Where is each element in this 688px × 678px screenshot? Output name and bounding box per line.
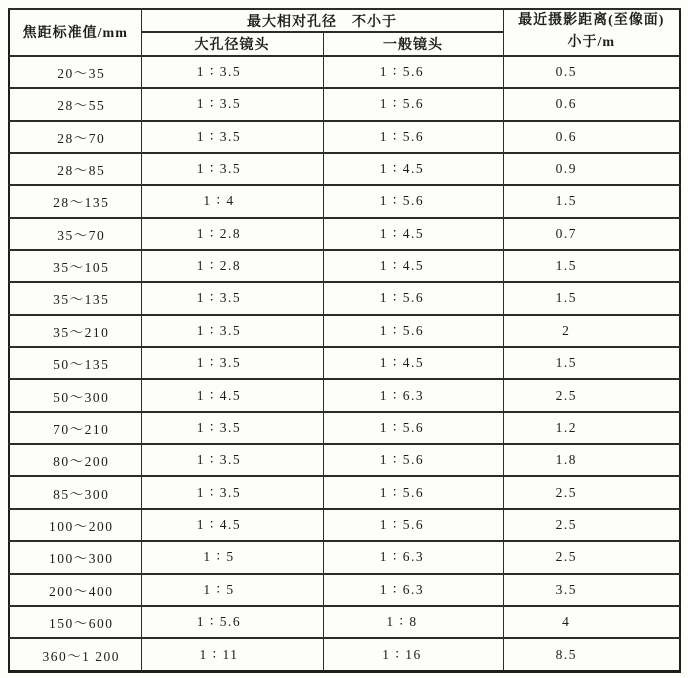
large-aperture-cell: 1 ∶ 4.5 <box>141 509 323 541</box>
min-distance-cell: 1.5 <box>503 185 680 217</box>
min-distance-cell: 1.5 <box>503 347 680 379</box>
focal-range-cell: 85～300 <box>9 476 141 508</box>
focal-range-cell: 360～1 200 <box>9 638 141 671</box>
header-min-shooting-distance-line1: 最近摄影距离(至像面) <box>518 13 665 28</box>
min-distance-cell: 2.5 <box>503 509 680 541</box>
general-lens-cell: 1 ∶ 4.5 <box>323 250 503 282</box>
min-distance-cell: 0.9 <box>503 153 680 185</box>
general-lens-cell: 1 ∶ 6.3 <box>323 379 503 411</box>
focal-range-cell: 70～210 <box>9 412 141 444</box>
focal-range-cell: 150～600 <box>9 606 141 638</box>
general-lens-cell: 1 ∶ 4.5 <box>323 153 503 185</box>
general-lens-cell: 1 ∶ 8 <box>323 606 503 638</box>
min-distance-cell: 0.7 <box>503 218 680 250</box>
focal-range-cell: 28～70 <box>9 121 141 153</box>
min-distance-cell: 0.6 <box>503 121 680 153</box>
table-row <box>9 282 680 314</box>
header-row-group <box>9 9 680 32</box>
large-aperture-cell: 1 ∶ 5 <box>141 574 323 606</box>
table-row <box>9 574 680 606</box>
general-lens-cell: 1 ∶ 5.6 <box>323 121 503 153</box>
min-distance-cell: 2.5 <box>503 379 680 411</box>
large-aperture-cell: 1 ∶ 4.5 <box>141 379 323 411</box>
table-row <box>9 250 680 282</box>
large-aperture-cell: 1 ∶ 3.5 <box>141 282 323 314</box>
table-row <box>9 638 680 671</box>
table-row <box>9 153 680 185</box>
large-aperture-cell: 1 ∶ 3.5 <box>141 121 323 153</box>
table-header <box>9 9 680 56</box>
general-lens-cell: 1 ∶ 6.3 <box>323 574 503 606</box>
min-distance-cell: 2 <box>503 315 680 347</box>
table-body <box>9 56 680 672</box>
min-distance-cell: 1.5 <box>503 250 680 282</box>
table-row <box>9 121 680 153</box>
table-row <box>9 218 680 250</box>
general-lens-cell: 1 ∶ 5.6 <box>323 315 503 347</box>
general-lens-cell: 1 ∶ 5.6 <box>323 282 503 314</box>
large-aperture-cell: 1 ∶ 3.5 <box>141 444 323 476</box>
general-lens-cell: 1 ∶ 16 <box>323 638 503 671</box>
table-row <box>9 347 680 379</box>
large-aperture-cell: 1 ∶ 5.6 <box>141 606 323 638</box>
focal-range-cell: 50～300 <box>9 379 141 411</box>
focal-range-cell: 200～400 <box>9 574 141 606</box>
header-general-lens: 一般镜头 <box>323 32 503 55</box>
table-row <box>9 476 680 508</box>
min-distance-cell: 4 <box>503 606 680 638</box>
focal-range-cell: 35～210 <box>9 315 141 347</box>
large-aperture-cell: 1 ∶ 3.5 <box>141 153 323 185</box>
min-distance-cell: 1.8 <box>503 444 680 476</box>
focal-range-cell: 28～85 <box>9 153 141 185</box>
min-distance-cell: 1.2 <box>503 412 680 444</box>
focal-range-cell: 35～70 <box>9 218 141 250</box>
table-row <box>9 185 680 217</box>
general-lens-cell: 1 ∶ 5.6 <box>323 476 503 508</box>
min-distance-cell: 8.5 <box>503 638 680 671</box>
table-row <box>9 444 680 476</box>
general-lens-cell: 1 ∶ 5.6 <box>323 444 503 476</box>
focal-range-cell: 28～55 <box>9 88 141 120</box>
header-min-shooting-distance <box>503 9 680 56</box>
header-focal-range: 焦距标准值/mm <box>9 9 141 56</box>
min-distance-cell: 3.5 <box>503 574 680 606</box>
table-row <box>9 56 680 88</box>
table-row <box>9 379 680 411</box>
header-large-aperture-lens: 大孔径镜头 <box>141 32 323 55</box>
large-aperture-cell: 1 ∶ 3.5 <box>141 476 323 508</box>
table-row <box>9 88 680 120</box>
focal-range-cell: 100～200 <box>9 509 141 541</box>
header-max-relative-aperture-group: 最大相对孔径 不小于 <box>141 9 503 32</box>
large-aperture-cell: 1 ∶ 2.8 <box>141 218 323 250</box>
general-lens-cell: 1 ∶ 5.6 <box>323 88 503 120</box>
lens-spec-table <box>8 8 681 673</box>
large-aperture-cell: 1 ∶ 3.5 <box>141 315 323 347</box>
large-aperture-cell: 1 ∶ 3.5 <box>141 347 323 379</box>
focal-range-cell: 28～135 <box>9 185 141 217</box>
focal-range-cell: 20～35 <box>9 56 141 88</box>
min-distance-cell: 2.5 <box>503 541 680 573</box>
focal-range-cell: 50～135 <box>9 347 141 379</box>
general-lens-cell: 1 ∶ 4.5 <box>323 347 503 379</box>
large-aperture-cell: 1 ∶ 3.5 <box>141 88 323 120</box>
large-aperture-cell: 1 ∶ 3.5 <box>141 56 323 88</box>
focal-range-cell: 100～300 <box>9 541 141 573</box>
general-lens-cell: 1 ∶ 6.3 <box>323 541 503 573</box>
min-distance-cell: 1.5 <box>503 282 680 314</box>
table-row <box>9 412 680 444</box>
min-distance-cell: 2.5 <box>503 476 680 508</box>
large-aperture-cell: 1 ∶ 4 <box>141 185 323 217</box>
large-aperture-cell: 1 ∶ 3.5 <box>141 412 323 444</box>
general-lens-cell: 1 ∶ 5.6 <box>323 509 503 541</box>
table-row <box>9 606 680 638</box>
min-distance-cell: 0.6 <box>503 88 680 120</box>
general-lens-cell: 1 ∶ 5.6 <box>323 56 503 88</box>
table-row <box>9 315 680 347</box>
table-row <box>9 541 680 573</box>
large-aperture-cell: 1 ∶ 2.8 <box>141 250 323 282</box>
general-lens-cell: 1 ∶ 5.6 <box>323 185 503 217</box>
min-distance-cell: 0.5 <box>503 56 680 88</box>
focal-range-cell: 35～135 <box>9 282 141 314</box>
large-aperture-cell: 1 ∶ 5 <box>141 541 323 573</box>
focal-range-cell: 35～105 <box>9 250 141 282</box>
focal-range-cell: 80～200 <box>9 444 141 476</box>
table-row <box>9 509 680 541</box>
large-aperture-cell: 1 ∶ 11 <box>141 638 323 671</box>
header-min-shooting-distance-line2: 小于/m <box>567 35 616 51</box>
general-lens-cell: 1 ∶ 4.5 <box>323 218 503 250</box>
general-lens-cell: 1 ∶ 5.6 <box>323 412 503 444</box>
